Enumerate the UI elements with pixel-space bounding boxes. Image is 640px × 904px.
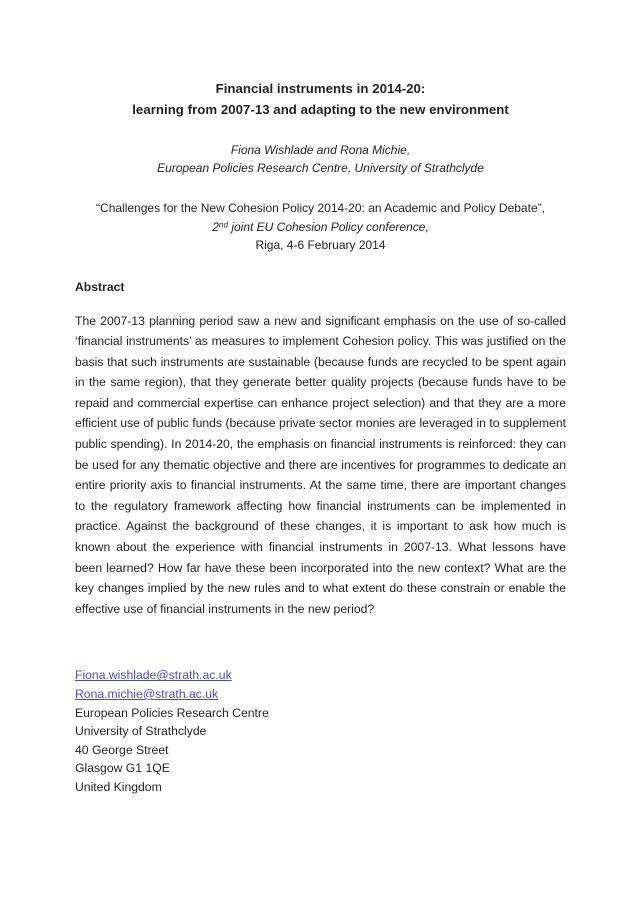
author-block [75, 141, 566, 177]
contact-details [75, 666, 566, 796]
page-content [75, 0, 566, 797]
contact-city-postcode: Glasgow G1 1QE [75, 761, 170, 776]
conference-edition-rest: joint EU Cohesion Policy conference, [227, 219, 429, 234]
conference-edition-suffix: nd [218, 220, 228, 230]
abstract-text: The 2007-13 planning period saw a new and significant emphasis on the use of so-called ‘financial instruments’ as measures to implement Cohesion policy. This was justified on the basis that such instruments are sustainable (because funds are recycled to be spent again in the same region), that they generate better quality projects (because funds have to be repaid and commercial expertise can enhance project selection) and that they are a more efficient use of public funds (because private sector monies are leveraged in to supplement public spending). In 2014-20, the emphasis on financial instruments is reinforced: they can be used for any thematic objective and there are incentives for programmes to dedicate an entire priority axis to financial instruments. At the same time, there are important changes to the regulatory framework affecting how financial instruments can be implemented in practice. Against the background of these changes, it is important to ask how much is known about the experience with financial instruments in 2007-13. What lessons have been learned? How far have these been incorporated into the new context? What are the key changes implied by the new rules and to what extent do these constrain or enable the effective use of financial instruments in the new period? [75, 313, 566, 616]
email-link-primary[interactable]: Fiona.wishlade@strath.ac.uk [75, 668, 232, 683]
title-line-2: learning from 2007-13 and adapting to the new environment [132, 102, 509, 117]
author-names: Fiona Wishlade and Rona Michie, [230, 143, 411, 157]
paper-title [75, 78, 566, 120]
conference-edition-number: 2 [212, 219, 219, 234]
contact-street: 40 George Street [75, 742, 169, 757]
conference-details [75, 199, 566, 255]
conference-edition [75, 218, 566, 237]
abstract-heading: Abstract [75, 279, 125, 294]
email-link-secondary[interactable]: Rona.michie@strath.ac.uk [75, 687, 219, 701]
contact-country: United Kingdom [75, 779, 162, 794]
author-affiliation: European Policies Research Centre, University of Strathclyde [157, 161, 484, 175]
contact-organisation: European Policies Research Centre [75, 705, 269, 720]
conference-location-date: Riga, 4-6 February 2014 [255, 238, 386, 252]
conference-event-title: “Challenges for the New Cohesion Policy 2014-20: an Academic and Policy Debate”, [96, 201, 545, 215]
title-line-1: Financial instruments in 2014-20: [215, 81, 426, 96]
contact-institution: University of Strathclyde [75, 724, 207, 739]
